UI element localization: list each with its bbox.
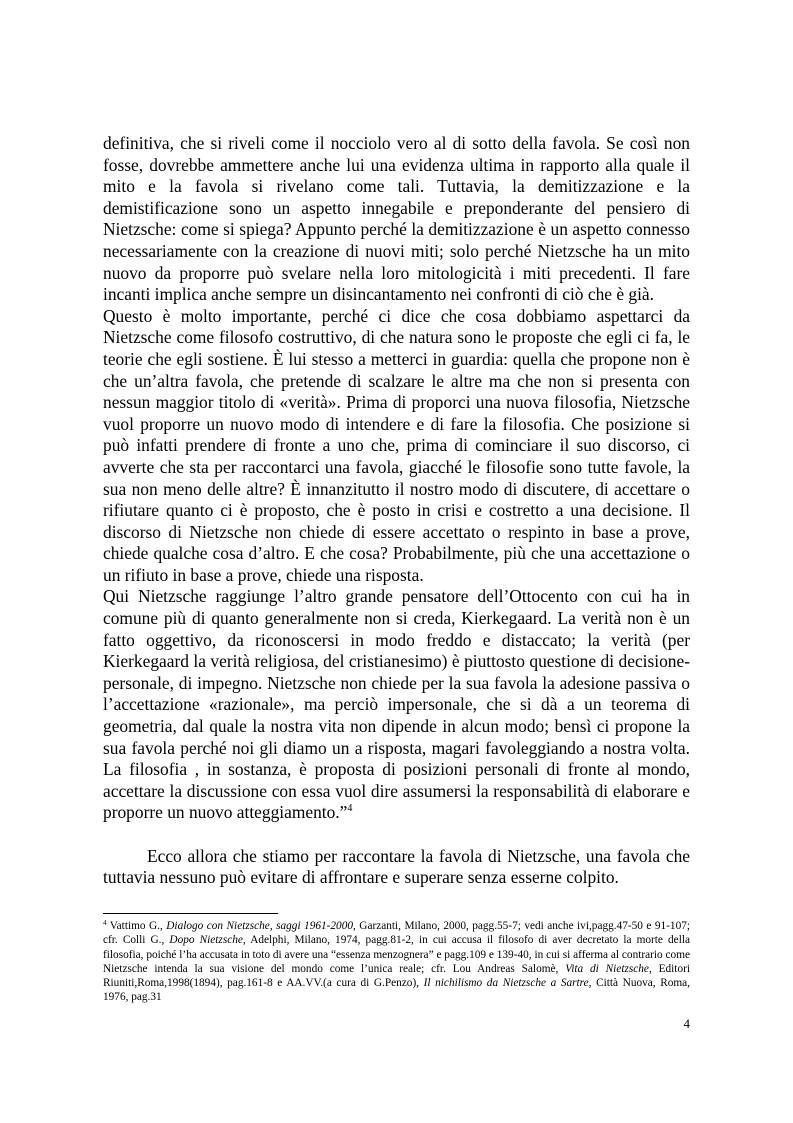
footnote-italic-title: Dopo Nietzsche [169,934,243,947]
footnote-italic-title: Il nichilismo da Nietzsche a Sartre [423,977,589,990]
footnote-reference[interactable]: 4 [347,803,353,815]
footnote-segment: , Editori Riuniti,Roma,1998(1894), pag.161-8 e AA.VV.(a cura di G.Penzo), [103,962,690,990]
paragraph-3 [103,586,690,824]
footnote-segment: , Garzanti, Milano, 2000, pagg.55-7; vedi anche ivi,pagg.47-50 e 91-107; cfr. Colli G., [103,920,691,947]
paragraph-4: Ecco allora che stiamo per raccontare la favola di Nietzsche, una favola che tuttavia nessuno può evitare di affrontare e superare senza esserne colpito. [103,845,690,888]
paragraph-1: definitiva, che si riveli come il nocciolo vero al di sotto della favola. Se così non fosse, dovrebbe ammettere anche lui una evidenza ultima in rapporto alla quale il mito e la favola si rivelano come tali. Tuttavia, la demitizzazione e la demistificazione sono un aspetto innegabile e preponderante del pensiero di Nietzsche: come si spiega? Appunto perché la demitizzazione è un aspetto connesso necessariamente con la creazione di nuovi miti; solo perché Nietzsche ha un mito nuovo da proporre può svelare nella loro mitologicità i miti precedenti. Il fare incanti implica anche sempre un disincantamento nei confronti di ciò che è già. [103,133,690,305]
paragraph-spacer [103,824,690,846]
footnote-italic-title: Vita di Nietzsche [565,962,649,975]
footnote-separator [103,913,278,914]
paragraph-3-text: Qui Nietzsche raggiunge l’altro grande pensatore dell’Ottocento con cui ha in comune più di quanto generalmente non si creda, Kierkegaard. La verità non è un fatto oggettivo, da riconoscersi in modo freddo e distaccato; la verità (per Kierkegaard la verità religiosa, del cristianesimo) è piuttosto questione di decisione-personale, di impegno. Nietzsche non chiede per la sua favola la adesione passiva o l’accettazione «razionale», ma perciò impersonale, che si dà a un teorema di geometria, dal quale la nostra vita non dipende in alcun modo; bensì ci propone la sua favola perché noi gli diamo un a risposta, magari favoleggiando a nostra volta. La filosofia , in sostanza, è proposta di posizioni personali di fronte al mondo, accettare la discussione con essa vuol dire assumersi la responsabilità di elaborare e proporre un nuovo atteggiamento.” [103,586,690,823]
paragraph-2: Questo è molto importante, perché ci dice che cosa dobbiamo aspettarci da Nietzsche come filosofo costruttivo, di che natura sono le proposte che egli ci fa, le teorie che egli sostiene. È lui stesso a metterci in guardia: quella che propone non è che un’altra favola, che pretende di scalzare le altre ma che non si presenta con nessun maggior titolo di «verità». Prima di proporci una nuova filosofia, Nietzsche vuol proporre un nuovo modo di intendere e di fare la filosofia. Che posizione si può infatti prendere di fronte a uno che, prima di cominciare il suo discorso, ci avverte che sta per raccontarci una favola, giacché le filosofie sono tutte favole, la sua non meno delle altre? È innanzitutto il nostro modo di discutere, di accettare o rifiutare quanto ci è proposto, che è posto in crisi e costretto a una decisione. Il discorso di Nietzsche non chiede di essere accettato o respinto in base a prove, chiede qualche cosa d’altro. E che cosa? Probabilmente, più che una accettazione o un rifiuto in base a prove, chiede una risposta. [103,305,690,585]
footnote-segment: , Città Nuova, Roma, 1976, pag.31 [103,977,691,1004]
footnote-text [103,920,690,1003]
footnote [103,919,690,1005]
footnote-number: 4 [103,919,107,927]
footnote-segment: Vattimo G., [106,920,167,932]
footnote-segment: , Adelphi, Milano, 1974, pagg.81-2, in cui accusa il filosofo di aver decretato la morte della filosofia, poiché l’ha accusata in toto di avere una “essenza menzognera” e pagg.109 e 139-40, in cui si afferma al contrario come Nietzsche intenda la sua visione del mondo come l’unica reale; cfr. Lou Andreas Salomè, [103,934,690,975]
page-number: 4 [683,1016,690,1031]
footnote-italic-title: Dialogo con Nietzsche, saggi 1961-2000 [166,920,353,932]
body-text [103,133,690,889]
